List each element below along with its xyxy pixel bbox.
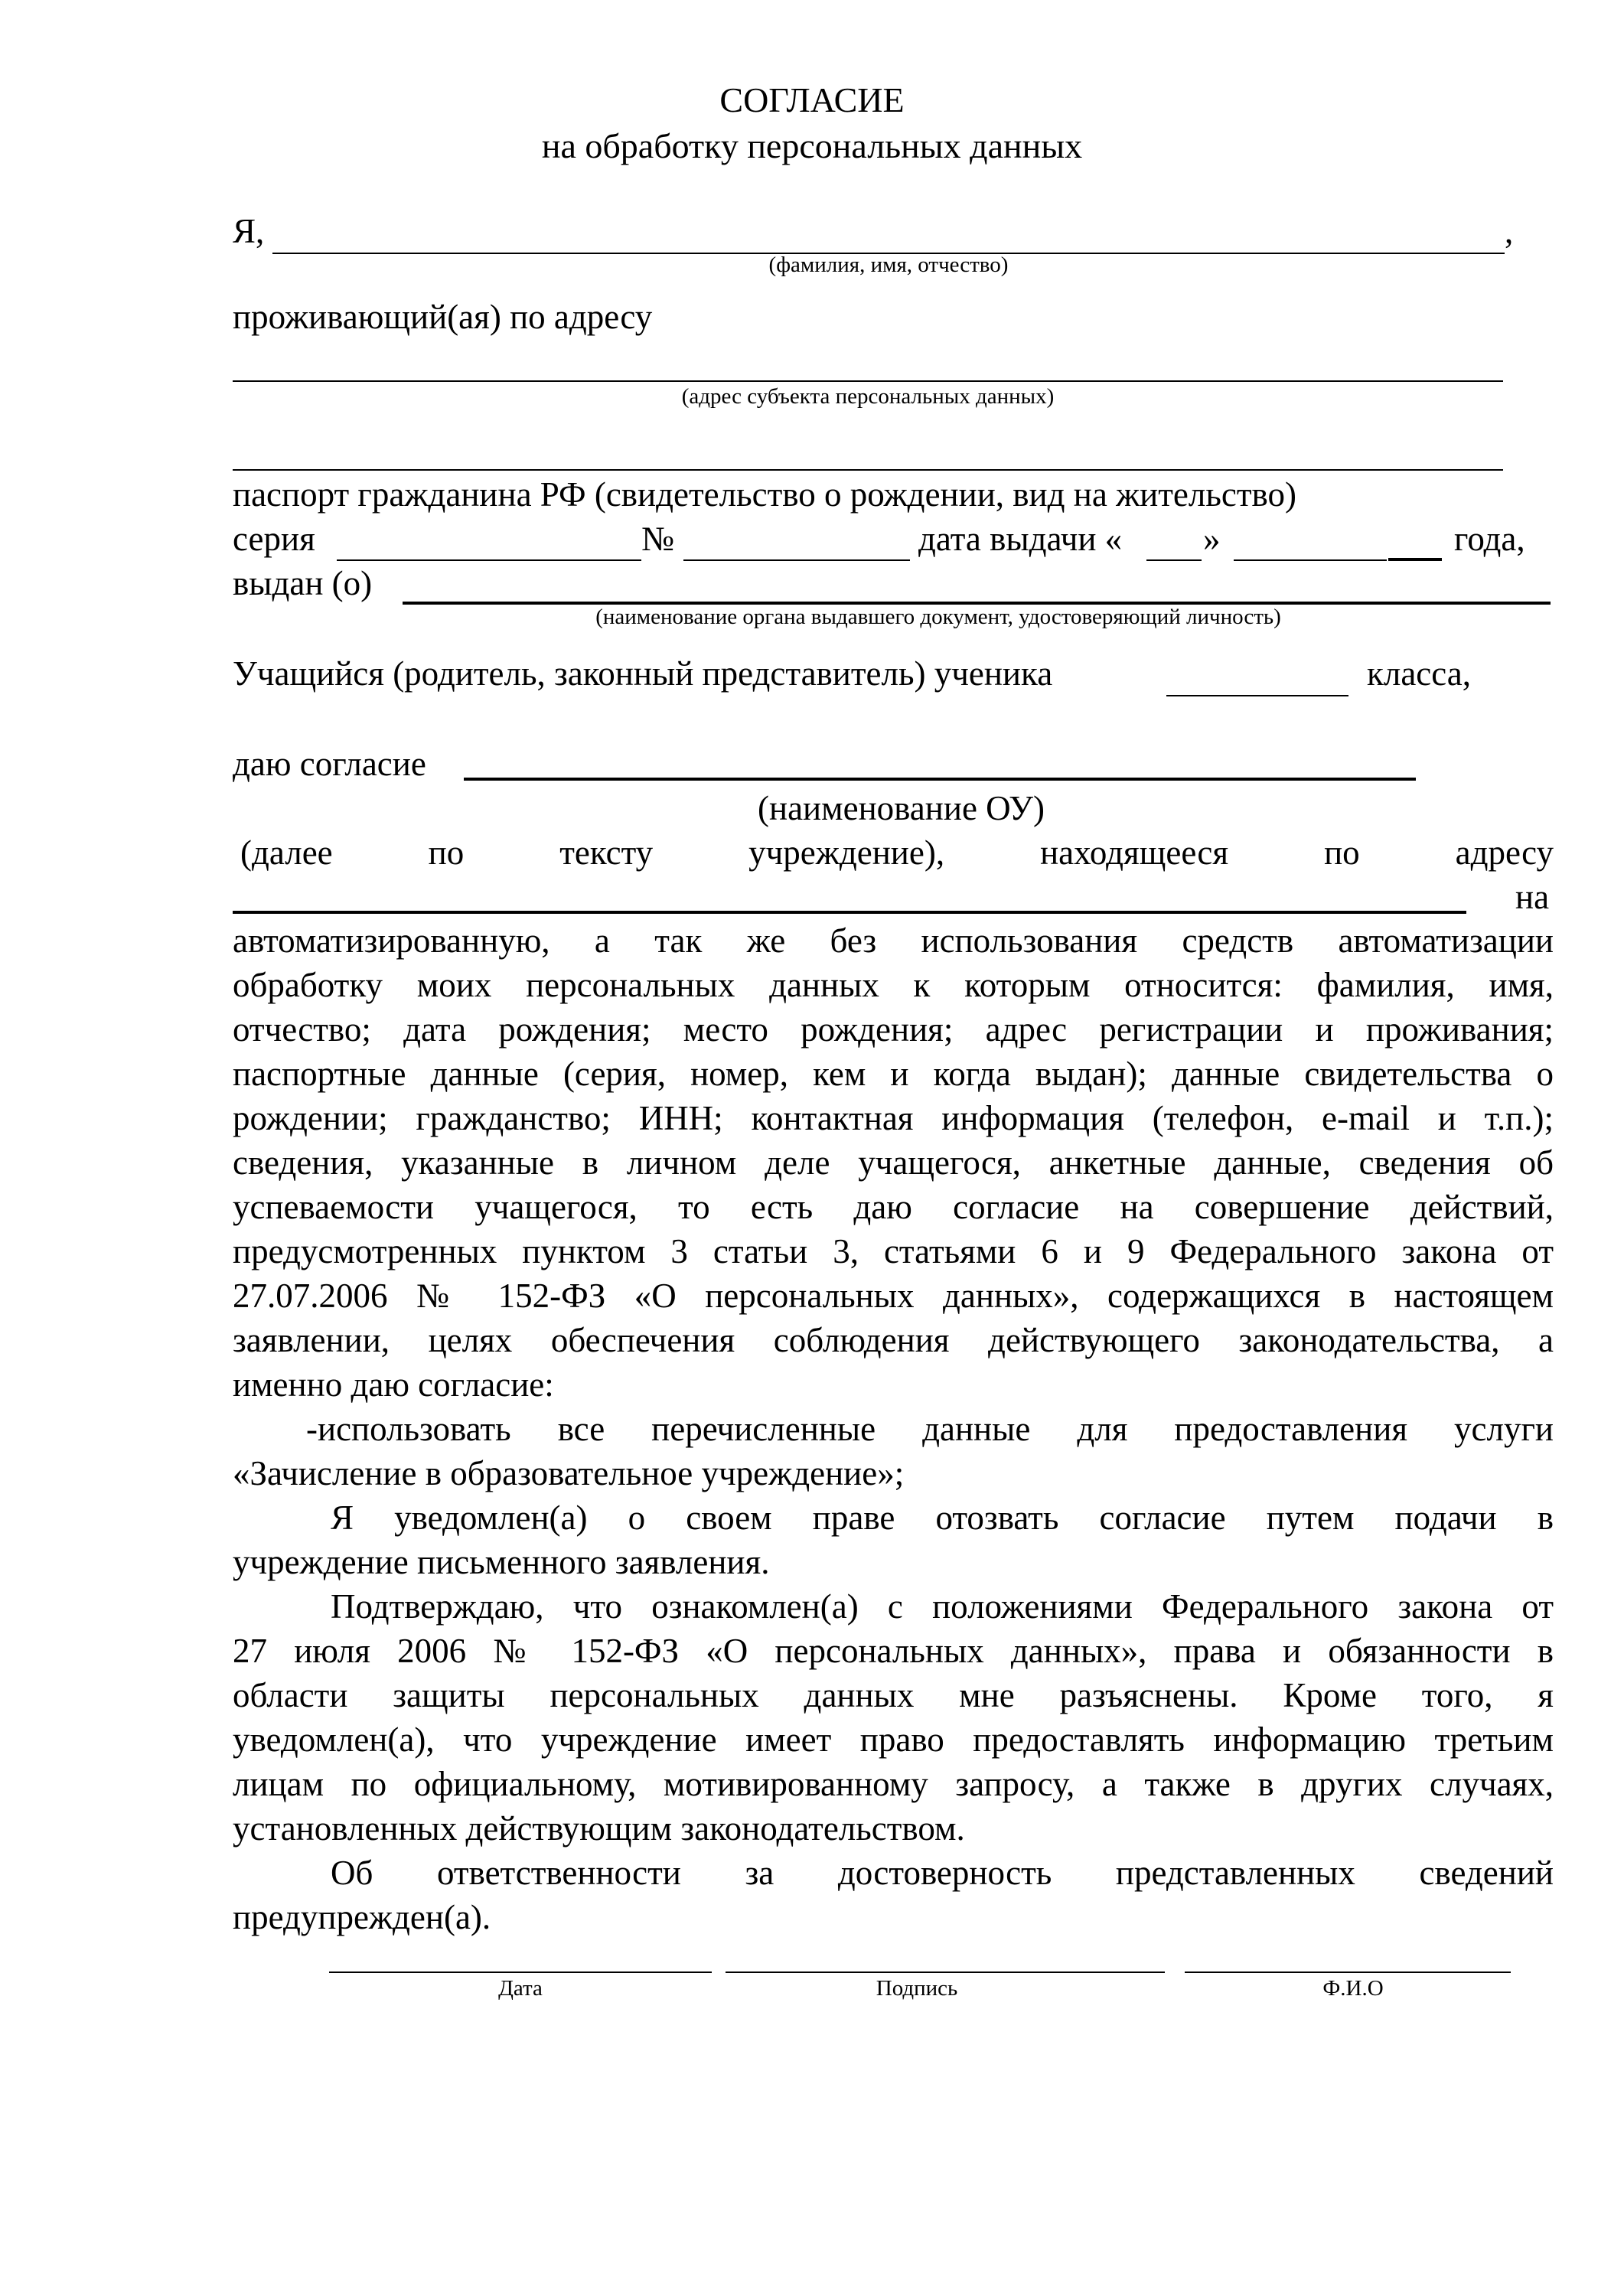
student-line: Учащийся (родитель, законный представитель) ученика (233, 654, 1053, 693)
class-field[interactable] (1166, 695, 1348, 696)
issue-day-field[interactable] (1146, 559, 1202, 561)
body-line: отчество; дата рождения; место рождения; адрес регистрации и проживания; (233, 1010, 1554, 1049)
na-label: на (1515, 878, 1550, 916)
issue-date-label: дата выдачи « (918, 520, 1123, 558)
signature-field[interactable] (726, 1971, 1165, 1973)
further-word: находящееся (1040, 833, 1229, 872)
address-caption: (адрес субъекта персональных данных) (681, 384, 1055, 409)
series-field[interactable] (337, 559, 641, 561)
confirm-line: уведомлен(а), что учреждение имеет право предоставлять информацию третьим (233, 1720, 1554, 1759)
issue-date-close: » (1203, 520, 1221, 558)
body-line: 27.07.2006 № 152-ФЗ «О персональных данных», содержащихся в настоящем (233, 1277, 1554, 1315)
year-label: года, (1454, 520, 1525, 558)
issued-by-caption: (наименование органа выдавшего документ, удостоверяющий личность) (595, 605, 1281, 629)
body-line: именно даю согласие: (233, 1365, 554, 1404)
notice-line: Я уведомлен(а) о своем праве отозвать согласие путем подачи в (331, 1499, 1554, 1537)
document-subtitle: на обработку персональных данных (541, 126, 1083, 165)
further-word: (далее (240, 833, 333, 872)
body-line: успеваемости учащегося, то есть даю согласие на совершение действий, (233, 1188, 1554, 1226)
notice-line: учреждение письменного заявления. (233, 1543, 770, 1581)
body-line: рождении; гражданство; ИНН; контактная информация (телефон, e-mail и т.п.); (233, 1099, 1554, 1137)
body-line: заявлении, целях обеспечения соблюдения действующего законодательства, а (233, 1321, 1554, 1359)
further-word: по (428, 833, 465, 872)
issued-by-label: выдан (о) (233, 564, 373, 602)
passport-label: паспорт гражданина РФ (свидетельство о рождении, вид на жительство) (233, 475, 1296, 514)
further-text-line (240, 833, 1554, 872)
ou-caption: (наименование ОУ) (758, 789, 1045, 827)
use-line: «Зачисление в образовательное учреждение»; (233, 1454, 905, 1492)
confirm-line: Подтверждаю, что ознакомлен(а) с положениями Федерального закона от (331, 1587, 1554, 1626)
address-label: проживающий(ая) по адресу (233, 298, 653, 336)
issue-month-field[interactable] (1234, 559, 1387, 561)
confirm-line: области защиты персональных данных мне разъяснены. Кроме того, я (233, 1676, 1554, 1714)
further-word: по (1324, 833, 1360, 872)
body-line: обработку моих персональных данных к которым относится: фамилия, имя, (233, 966, 1554, 1004)
number-field[interactable] (683, 559, 910, 561)
ou-address-field[interactable] (233, 911, 1466, 914)
body-line: паспортные данные (серия, номер, кем и когда выдан); данные свидетельства о (233, 1055, 1554, 1093)
body-line: сведения, указанные в личном деле учащегося, анкетные данные, сведения об (233, 1143, 1554, 1182)
number-sign: № (641, 520, 674, 558)
body-line: автоматизированную, а так же без использования средств автоматизации (233, 921, 1554, 960)
confirm-line: лицам по официальному, мотивированному запросу, а также в других случаях, (233, 1765, 1554, 1803)
confirm-line: 27 июля 2006 № 152-ФЗ «О персональных данных», права и обязанности в (233, 1632, 1554, 1670)
issue-year-field[interactable] (1388, 558, 1442, 561)
fio-sign-field[interactable] (1185, 1971, 1511, 1973)
address-field-1[interactable] (233, 380, 1503, 382)
i-comma: , (1505, 212, 1514, 250)
responsibility-line: Об ответственности за достоверность представленных сведений (331, 1854, 1554, 1892)
document-title: СОГЛАСИЕ (719, 80, 905, 119)
signature-caption: Подпись (876, 1976, 958, 2001)
fio-caption: (фамилия, имя, отчество) (768, 253, 1009, 277)
responsibility-line: предупрежден(а). (233, 1898, 491, 1936)
ou-name-field[interactable] (464, 778, 1416, 781)
confirm-line: установленных действующим законодательством. (233, 1809, 965, 1848)
body-line: предусмотренных пунктом 3 статьи 3, статьями 6 и 9 Федерального закона от (233, 1232, 1554, 1270)
date-caption: Дата (498, 1976, 543, 2001)
address-field-2[interactable] (233, 469, 1503, 471)
date-field[interactable] (329, 1971, 712, 1973)
series-label: серия (233, 520, 315, 558)
i-label: Я, (233, 212, 265, 250)
fio-sign-caption: Ф.И.О (1322, 1976, 1384, 2001)
further-word: тексту (559, 833, 654, 872)
consent-label: даю согласие (233, 745, 426, 783)
use-line: -использовать все перечисленные данные для предоставления услуги (306, 1410, 1554, 1448)
class-label: класса, (1367, 654, 1472, 693)
further-word: учреждение), (748, 833, 945, 872)
further-word: адресу (1455, 833, 1554, 872)
